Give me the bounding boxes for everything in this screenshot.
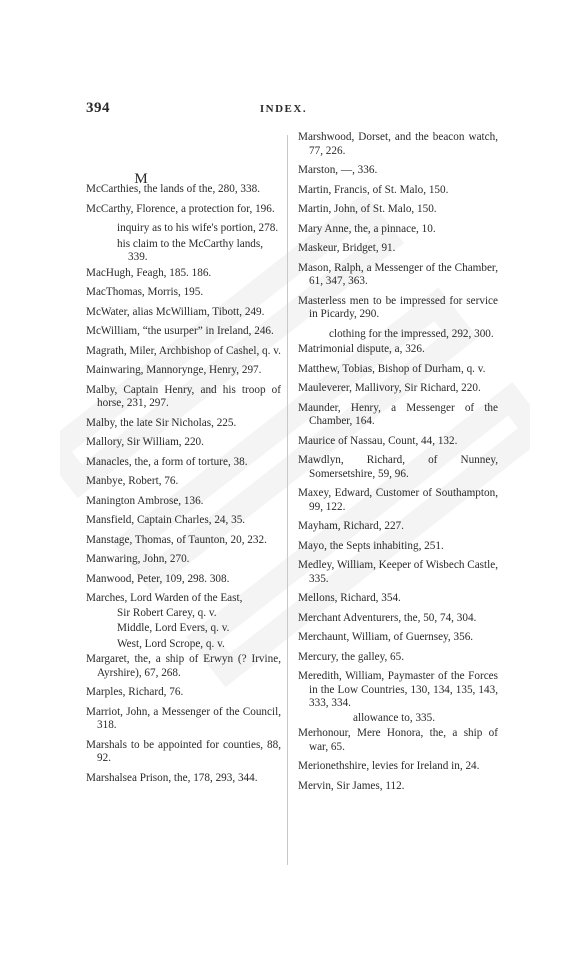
index-entry: Mervin, Sir James, 112. <box>298 779 405 792</box>
index-subentry: clothing for the impressed, 292, 300. <box>329 327 494 340</box>
index-entry: Mansfield, Captain Charles, 24, 35. <box>86 514 246 526</box>
index-subentry: Sir Robert Carey, q. v. <box>117 606 217 619</box>
column-divider <box>287 135 288 865</box>
index-entry: MacThomas, Morris, 195. <box>86 286 204 298</box>
index-entry: Magrath, Miler, Archbishop of Cashel, q. v. <box>86 344 281 357</box>
index-entry: Martin, John, of St. Malo, 150. <box>298 203 437 215</box>
index-entry: McWater, alias McWilliam, Tibott, 249. <box>86 305 265 318</box>
index-entry: Maunder, Henry, a Messenger of the Chamber, 164. <box>298 401 498 427</box>
index-entry: McWilliam, “the usurper” in Ireland, 246. <box>86 325 274 337</box>
index-entry: Merchant Adventurers, the, 50, 74, 304. <box>298 611 477 624</box>
index-entry: Mainwaring, Mannorynge, Henry, 297. <box>86 364 262 376</box>
index-entry: Meredith, William, Paymaster of the Forces in the Low Countries, 130, 134, 135, 143, 333, 334. <box>298 670 498 709</box>
index-column-right <box>298 131 498 799</box>
index-entry: Merchaunt, William, of Guernsey, 356. <box>298 631 474 643</box>
index-subentry: allowance to, 335. <box>353 711 436 724</box>
index-entry: McCarthy, Florence, a protection for, 196. <box>86 202 275 215</box>
index-entry: Matrimonial dispute, a, 326. <box>298 343 425 355</box>
index-entry: Merionethshire, levies for Ireland in, 24. <box>298 760 480 772</box>
index-entry: Matthew, Tobias, Bishop of Durham, q. v. <box>298 362 486 375</box>
index-entry: Martin, Francis, of St. Malo, 150. <box>298 183 449 196</box>
index-subentry: West, Lord Scrope, q. v. <box>117 637 225 650</box>
index-entry: Marston, —, 336. <box>298 164 378 176</box>
running-header: INDEX. <box>259 103 308 115</box>
index-entry: Marples, Richard, 76. <box>86 686 184 698</box>
index-entry: Manwood, Peter, 109, 298. 308. <box>86 572 230 585</box>
index-entry: Mellons, Richard, 354. <box>298 592 401 604</box>
index-entry: Manwaring, John, 270. <box>86 553 190 565</box>
index-entry: Mason, Ralph, a Messenger of the Chamber, 61, 347, 363. <box>298 261 498 287</box>
index-entry: Marriot, John, a Messenger of the Council, 318. <box>86 705 281 731</box>
index-entry: Marches, Lord Warden of the East, <box>86 592 243 604</box>
index-entry: Malby, the late Sir Nicholas, 225. <box>86 416 237 429</box>
index-entry: Merhonour, Mere Honora, the, a ship of war, 65. <box>298 727 498 753</box>
index-entry: MacHugh, Feagh, 185. 186. <box>86 266 212 279</box>
index-subentry: his claim to the McCarthy lands, 339. <box>117 237 264 263</box>
index-entry: Mallory, Sir William, 220. <box>86 436 204 448</box>
index-entry: Manbye, Robert, 76. <box>86 475 179 487</box>
index-entry: Maskeur, Bridget, 91. <box>298 242 396 254</box>
index-entry: Marshals to be appointed for counties, 88, 92. <box>86 738 281 764</box>
index-entry: Manacles, the, a form of torture, 38. <box>86 455 248 468</box>
index-entry: Maurice of Nassau, Count, 44, 132. <box>298 434 458 447</box>
index-entry: Medley, William, Keeper of Wisbech Castle, 335. <box>298 559 498 585</box>
index-entry: Margaret, the, a ship of Erwyn (? Irvine, Ayrshire), 67, 268. <box>86 653 281 679</box>
index-entry: Marshalsea Prison, the, 178, 293, 344. <box>86 771 258 784</box>
index-column-left <box>86 183 281 791</box>
index-entry: McCarthies, the lands of the, 280, 338. <box>86 183 260 195</box>
index-subentry: Middle, Lord Evers, q. v. <box>117 622 230 634</box>
index-entry: Mary Anne, the, a pinnace, 10. <box>298 222 436 235</box>
index-entry: Mayham, Richard, 227. <box>298 520 404 532</box>
index-subentry: inquiry as to his wife's portion, 278. <box>117 222 279 234</box>
index-entry: Marshwood, Dorset, and the beacon watch, 77, 226. <box>298 131 498 157</box>
index-entry: Mauleverer, Mallivory, Sir Richard, 220. <box>298 382 481 394</box>
index-entry: Malby, Captain Henry, and his troop of horse, 231, 297. <box>86 383 281 409</box>
index-entry: Mawdlyn, Richard, of Nunney, Somersetshire, 59, 96. <box>298 454 498 480</box>
page-number: 394 <box>86 100 110 116</box>
index-entry: Manstage, Thomas, of Taunton, 20, 232. <box>86 533 267 546</box>
index-entry: Maxey, Edward, Customer of Southampton, 99, 122. <box>298 487 498 513</box>
index-entry: Mercury, the galley, 65. <box>298 650 405 663</box>
section-letter: M <box>134 171 149 187</box>
index-entry: Masterless men to be impressed for service in Picardy, 290. <box>298 294 498 320</box>
index-entry: Manington Ambrose, 136. <box>86 494 204 507</box>
index-entry: Mayo, the Septs inhabiting, 251. <box>298 539 444 552</box>
